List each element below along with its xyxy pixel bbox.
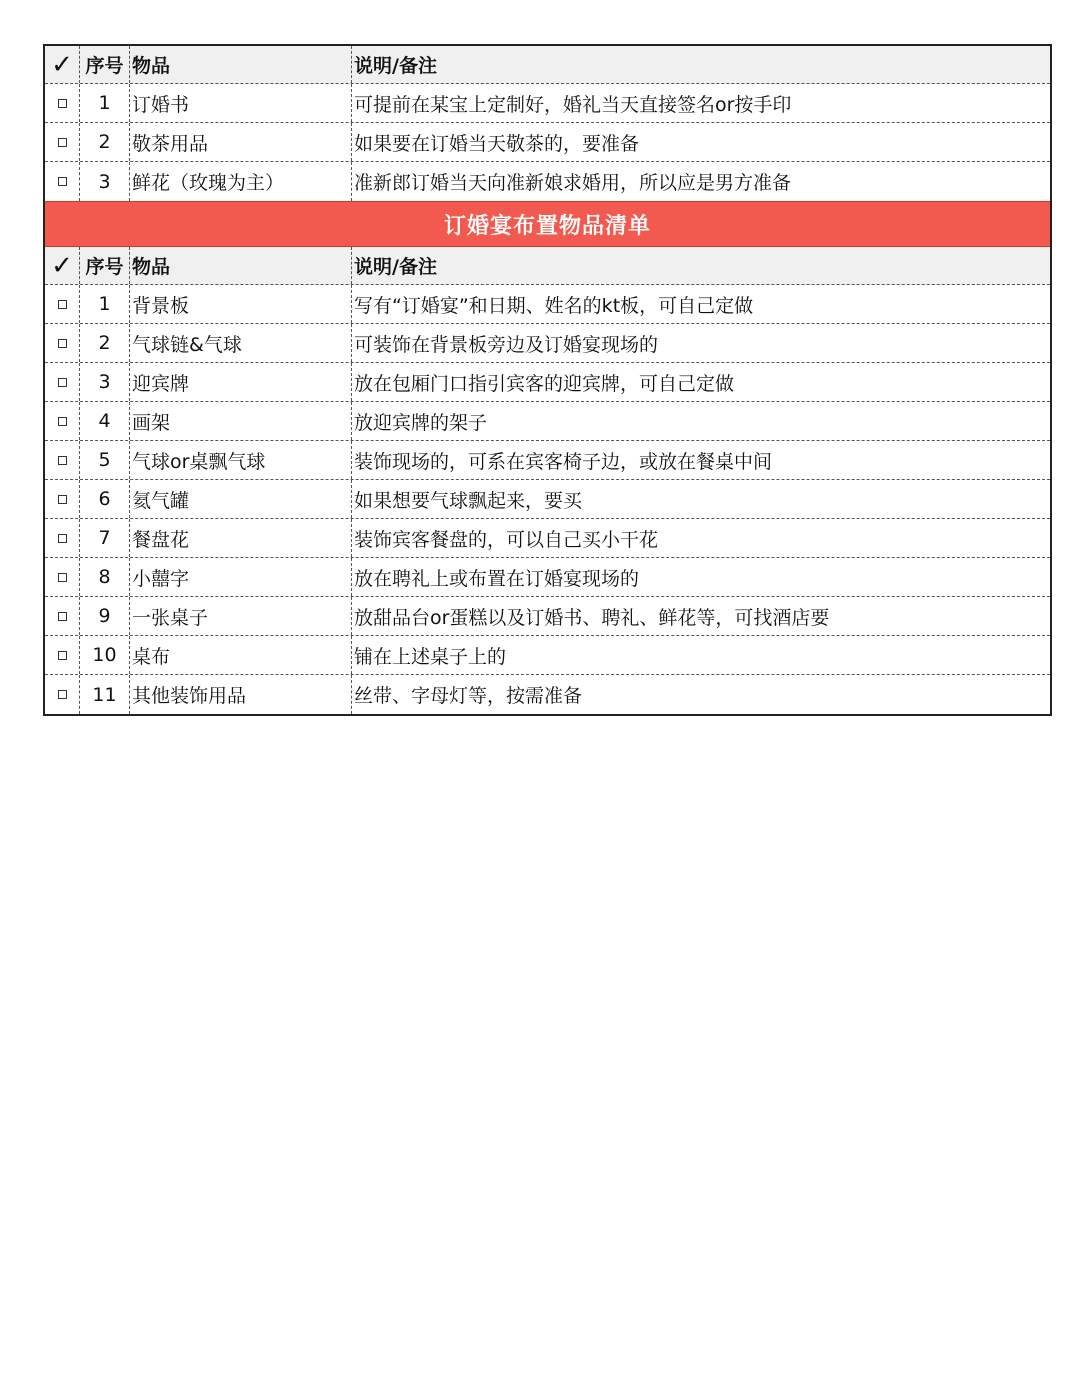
- table-row: [45, 84, 1050, 123]
- checkbox[interactable]: [58, 456, 67, 465]
- checkbox[interactable]: [58, 690, 67, 699]
- row-number: 2: [80, 123, 130, 161]
- checkbox-cell: [45, 636, 80, 674]
- item-note: 放在包厢门口指引宾客的迎宾牌，可自己定做: [354, 372, 735, 395]
- item-note: 放迎宾牌的架子: [354, 411, 488, 434]
- item-note: 铺在上述桌子上的: [354, 645, 507, 668]
- item-note: 写有“订婚宴”和日期、姓名的kt板，可自己定做: [354, 294, 754, 317]
- checkbox[interactable]: [58, 300, 67, 309]
- checkbox-cell: [45, 597, 80, 635]
- row-number: 1: [80, 285, 130, 323]
- checkbox-cell: [45, 285, 80, 323]
- table-row: [45, 675, 1050, 714]
- table-row: [45, 558, 1050, 597]
- row-number: 6: [80, 480, 130, 518]
- checkbox-cell: [45, 84, 80, 122]
- item-name: 小囍字: [130, 558, 352, 596]
- row-number: 9: [80, 597, 130, 635]
- row-number: 5: [80, 441, 130, 479]
- section-1-rows: [45, 84, 1050, 201]
- section-2-rows: [45, 285, 1050, 714]
- item-name: 背景板: [130, 285, 352, 323]
- checkbox-cell: [45, 558, 80, 596]
- checkbox-cell: [45, 363, 80, 401]
- table-row: [45, 636, 1050, 675]
- item-note: 可提前在某宝上定制好，婚礼当天直接签名or按手印: [354, 93, 792, 116]
- item-column-header: 物品: [130, 46, 352, 83]
- checkbox[interactable]: [58, 99, 67, 108]
- table-row: [45, 441, 1050, 480]
- item-name: 餐盘花: [130, 519, 352, 557]
- checkbox[interactable]: [58, 612, 67, 621]
- table-row: [45, 285, 1050, 324]
- item-column-header: 物品: [130, 247, 352, 284]
- row-number: 3: [80, 162, 130, 201]
- row-number: 11: [80, 675, 130, 714]
- item-name: 氦气罐: [130, 480, 352, 518]
- checkbox-cell: [45, 402, 80, 440]
- check-column-header: [45, 46, 80, 83]
- item-name: 一张桌子: [130, 597, 352, 635]
- table-row: [45, 162, 1050, 201]
- table-row: [45, 123, 1050, 162]
- number-column-header: 序号: [80, 247, 130, 284]
- row-number: 8: [80, 558, 130, 596]
- checklist-table: [43, 44, 1052, 716]
- item-name: 桌布: [130, 636, 352, 674]
- row-number: 1: [80, 84, 130, 122]
- checkbox-cell: [45, 480, 80, 518]
- row-number: 7: [80, 519, 130, 557]
- checkbox[interactable]: [58, 138, 67, 147]
- item-note: 如果想要气球飘起来，要买: [354, 489, 583, 512]
- item-note: 准新郎订婚当天向准新娘求婚用，所以应是男方准备: [354, 172, 792, 194]
- item-name: 鲜花（玫瑰为主）: [130, 162, 352, 201]
- checkbox[interactable]: [58, 573, 67, 582]
- row-number: 10: [80, 636, 130, 674]
- table-row: [45, 480, 1050, 519]
- row-number: 3: [80, 363, 130, 401]
- note-column-header: 说明/备注: [354, 55, 437, 77]
- item-name: 敬茶用品: [130, 123, 352, 161]
- check-column-header: [45, 247, 80, 284]
- item-name: 订婚书: [130, 84, 352, 122]
- checkbox[interactable]: [58, 495, 67, 504]
- table-row: [45, 519, 1050, 558]
- item-note: 如果要在订婚当天敬茶的，要准备: [354, 132, 640, 155]
- item-name: 气球or桌飘气球: [130, 441, 352, 479]
- number-column-header: 序号: [80, 46, 130, 83]
- item-name: 气球链&气球: [130, 324, 352, 362]
- checkbox-cell: [45, 123, 80, 161]
- table-row: [45, 597, 1050, 636]
- checkbox[interactable]: [58, 417, 67, 426]
- section-banner: [45, 201, 1050, 247]
- item-note: 装饰现场的，可系在宾客椅子边，或放在餐桌中间: [354, 450, 773, 473]
- table-row: [45, 324, 1050, 363]
- item-note: 丝带、字母灯等，按需准备: [354, 685, 583, 707]
- checkbox[interactable]: [58, 534, 67, 543]
- item-note: 放在聘礼上或布置在订婚宴现场的: [354, 567, 640, 590]
- checkbox[interactable]: [58, 339, 67, 348]
- row-number: 4: [80, 402, 130, 440]
- item-name: 迎宾牌: [130, 363, 352, 401]
- checkbox[interactable]: [58, 177, 67, 186]
- checkbox[interactable]: [58, 651, 67, 660]
- banner-title: 订婚宴布置物品清单: [443, 213, 651, 239]
- table-header-row: [45, 247, 1050, 285]
- table-row: [45, 402, 1050, 441]
- table-row: [45, 363, 1050, 402]
- checkbox-cell: [45, 162, 80, 201]
- item-name: 其他装饰用品: [130, 675, 352, 714]
- table-header-row: [45, 46, 1050, 84]
- item-note: 放甜品台or蛋糕以及订婚书、聘礼、鲜花等，可找酒店要: [354, 606, 830, 629]
- checkmark-icon: ✓: [51, 250, 73, 281]
- item-note: 装饰宾客餐盘的，可以自己买小干花: [354, 528, 659, 551]
- checkbox-cell: [45, 441, 80, 479]
- note-column-header: 说明/备注: [354, 256, 437, 278]
- checkbox-cell: [45, 675, 80, 714]
- checkbox-cell: [45, 324, 80, 362]
- item-note: 可装饰在背景板旁边及订婚宴现场的: [354, 333, 659, 356]
- checkmark-icon: ✓: [51, 49, 73, 80]
- checkbox[interactable]: [58, 378, 67, 387]
- item-name: 画架: [130, 402, 352, 440]
- checkbox-cell: [45, 519, 80, 557]
- row-number: 2: [80, 324, 130, 362]
